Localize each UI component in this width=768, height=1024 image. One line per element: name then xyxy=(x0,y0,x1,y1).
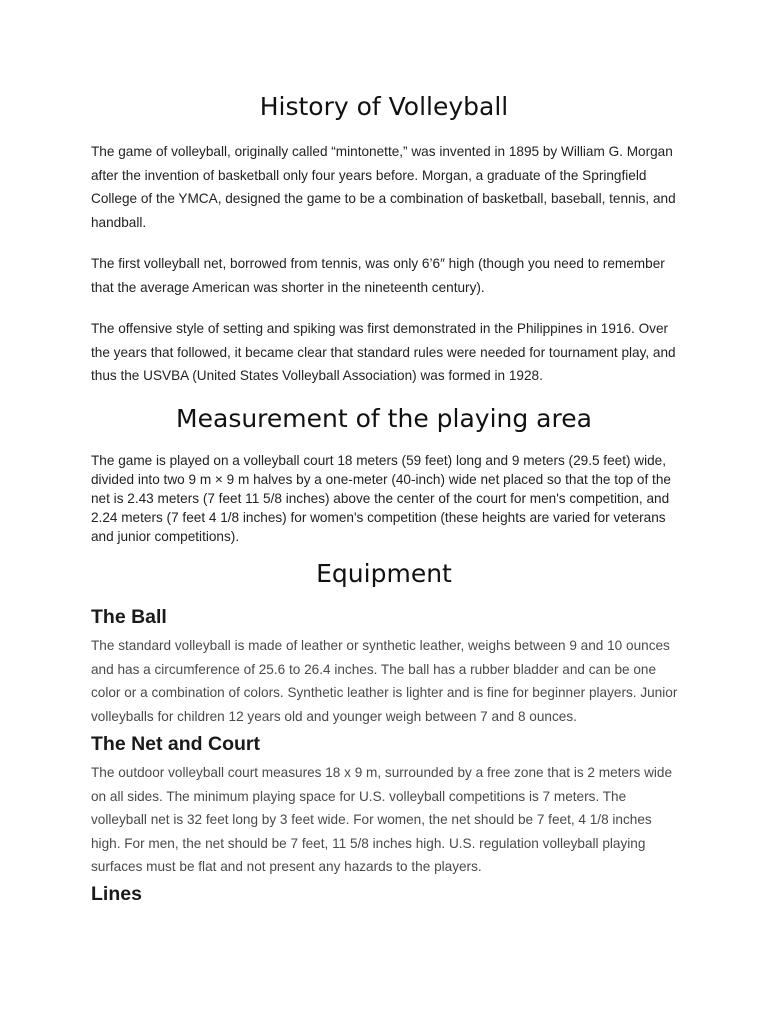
title-equipment: Equipment xyxy=(316,559,452,588)
measurement-paragraph: The game is played on a volleyball court 18 meters (59 feet) long and 9 meters (29.5 feet) wide, divided into two 9 m × 9 m halves by a one-meter (40-inch) wide net placed so that the top of the net is 2.43 meters (7 feet 11 5/8 inches) above the center of the court for men's competition, and 2.24 meters (7 feet 4 1/8 inches) for women's competition (these heights are varied for veterans and junior competitions). xyxy=(91,453,671,544)
history-paragraph-3: The offensive style of setting and spiking was first demonstrated in the Philippines in 1916. Over the years that followed, it became clear that standard rules were needed for tournament play, and thus the USVBA (United States Volleyball Association) was formed in 1928. xyxy=(91,321,676,383)
heading-the-ball: The Ball xyxy=(91,606,167,628)
history-paragraph-2: The first volleyball net, borrowed from tennis, was only 6’6″ high (though you need to remember that the average American was shorter in the nineteenth century). xyxy=(91,256,665,295)
title-measurement: Measurement of the playing area xyxy=(176,404,592,433)
title-history: History of Volleyball xyxy=(259,92,509,121)
ball-paragraph: The standard volleyball is made of leather or synthetic leather, weighs between 9 and 10 ounces and has a circumference of 25.6 to 26.4 inches. The ball has a rubber bladder and can be one color or a combination of colors. Synthetic leather is lighter and is fine for beginner players. Junior volleyballs for children 12 years old and younger weigh between 7 and 8 ounces. xyxy=(91,638,678,724)
net-court-paragraph: The outdoor volleyball court measures 18 x 9 m, surrounded by a free zone that is 2 meters wide on all sides. The minimum playing space for U.S. volleyball competitions is 7 meters. The volleyball net is 32 feet long by 3 feet wide. For women, the net should be 7 feet, 4 1/8 inches high. For men, the net should be 7 feet, 11 5/8 inches high. U.S. regulation volleyball playing surfaces must be flat and not present any hazards to the players. xyxy=(91,765,673,874)
heading-net-and-court: The Net and Court xyxy=(91,733,260,755)
heading-lines: Lines xyxy=(91,883,142,905)
history-paragraph-1: The game of volleyball, originally called “mintonette,” was invented in 1895 by William G. Morgan after the invention of basketball only four years before. Morgan, a graduate of the Springfield College of the YMCA, designed the game to be a combination of basketball, baseball, tennis, and handball. xyxy=(91,144,676,230)
